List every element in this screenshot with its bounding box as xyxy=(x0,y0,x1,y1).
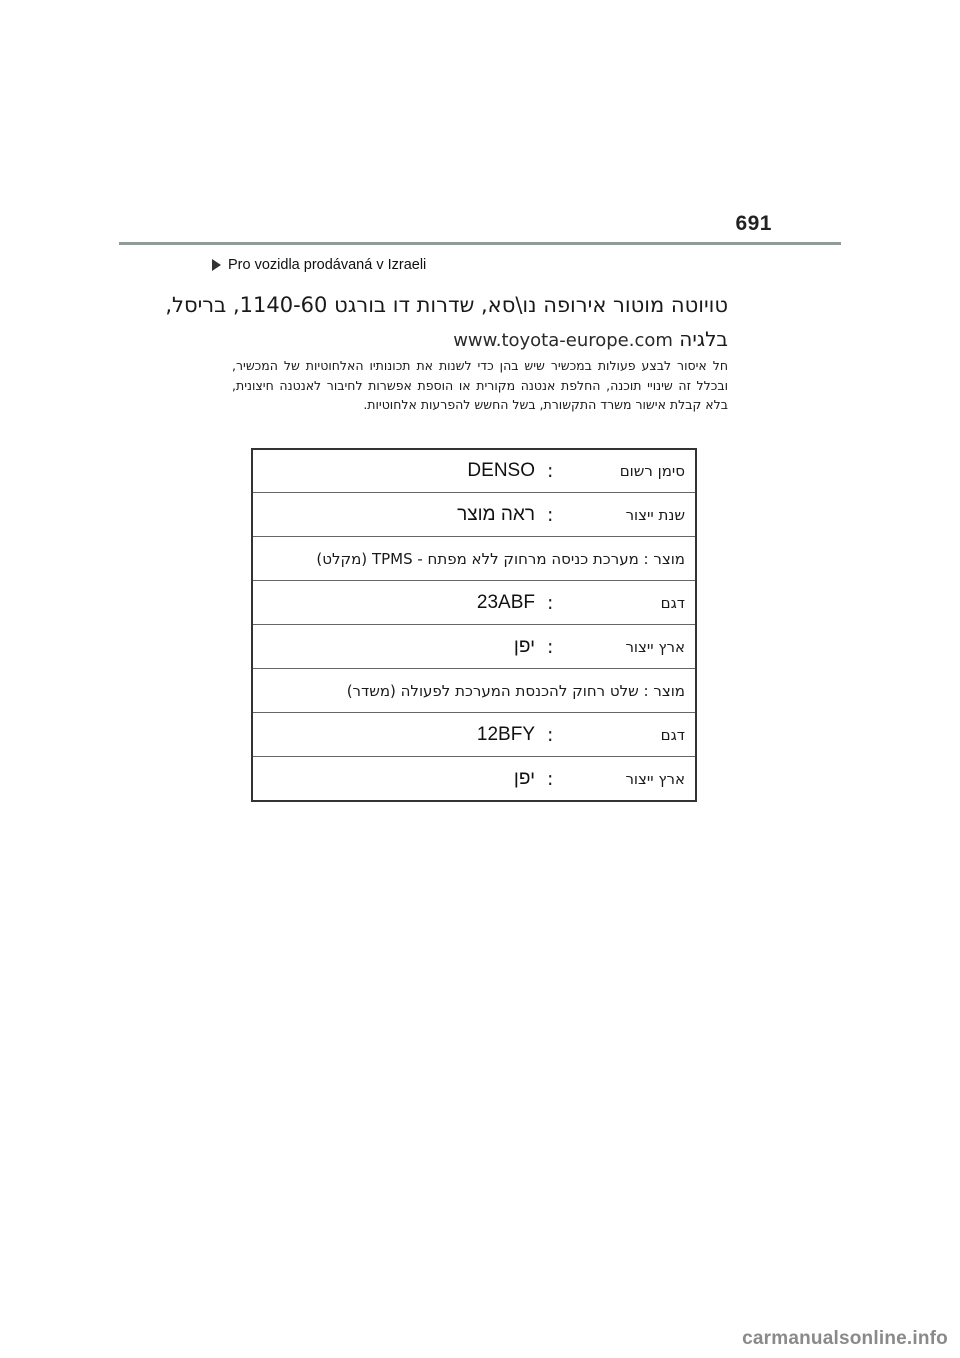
table-row xyxy=(253,712,695,756)
row-value: ראה מוצר xyxy=(457,503,535,525)
table-row xyxy=(253,668,695,712)
page-number: 691 xyxy=(735,212,772,235)
row-value: 12BFY xyxy=(476,723,535,745)
manufacturer-address xyxy=(165,290,728,356)
row-label: שנת ייצור xyxy=(625,505,685,524)
regulatory-disclaimer: חל איסור לבצע פעולות במכשיר שיש בהן כדי לשנות את תכונותיו האלחוטיות של המכשיר, ובכלל זה שינויי תוכנה, החלפת אנטנה מקורית או הוספת אפשרות לחיבור לאנטנה חיצונית, בלא קבלת אישור משרד התקשורת, בשל החשש להפרעות אלחוטיות. xyxy=(232,358,728,412)
website-url: www.toyota-europe.com xyxy=(453,330,673,351)
table-row xyxy=(253,756,695,800)
row-value: 23ABF xyxy=(476,591,535,613)
row-label: דגם xyxy=(660,593,685,612)
row-colon: : xyxy=(547,591,554,614)
address-line: טויוטה מוטור אירופה נו\סא, שדרות דו בורגט 1140-60, בריסל, xyxy=(165,293,728,317)
section-heading-text: Pro vozidla prodávaná v Izraeli xyxy=(228,257,427,273)
row-colon: : xyxy=(547,460,554,482)
table-row xyxy=(253,624,695,668)
section-heading xyxy=(212,257,426,273)
row-value: יפן xyxy=(513,767,535,789)
header-rule xyxy=(119,242,841,245)
row-label: ארץ ייצור xyxy=(625,769,685,788)
table-row xyxy=(253,450,695,492)
row-colon: : xyxy=(547,767,554,790)
table-row xyxy=(253,492,695,536)
row-colon: : xyxy=(547,723,554,746)
site-watermark: carmanualsonline.info xyxy=(742,1328,948,1349)
row-label: ארץ ייצור xyxy=(625,637,685,656)
row-label: מוצר : מערכת כניסה מרחוק ללא מפתח - TPMS (מקלט) xyxy=(316,549,685,568)
product-info-table xyxy=(251,448,697,802)
row-value: DENSO xyxy=(467,460,535,481)
row-colon: : xyxy=(547,635,554,658)
table-row xyxy=(253,536,695,580)
row-label: סימן רשום xyxy=(619,462,685,480)
country-text: בלגיה xyxy=(679,327,728,351)
row-label: דגם xyxy=(660,725,685,744)
table-row xyxy=(253,580,695,624)
row-colon: : xyxy=(547,503,554,526)
row-value: יפן xyxy=(513,635,535,657)
row-label: מוצר : שלט רחוק להכנסת המערכת לפעולה (משדר) xyxy=(346,681,685,700)
country-line xyxy=(232,324,728,356)
triangle-bullet-icon xyxy=(212,259,221,271)
